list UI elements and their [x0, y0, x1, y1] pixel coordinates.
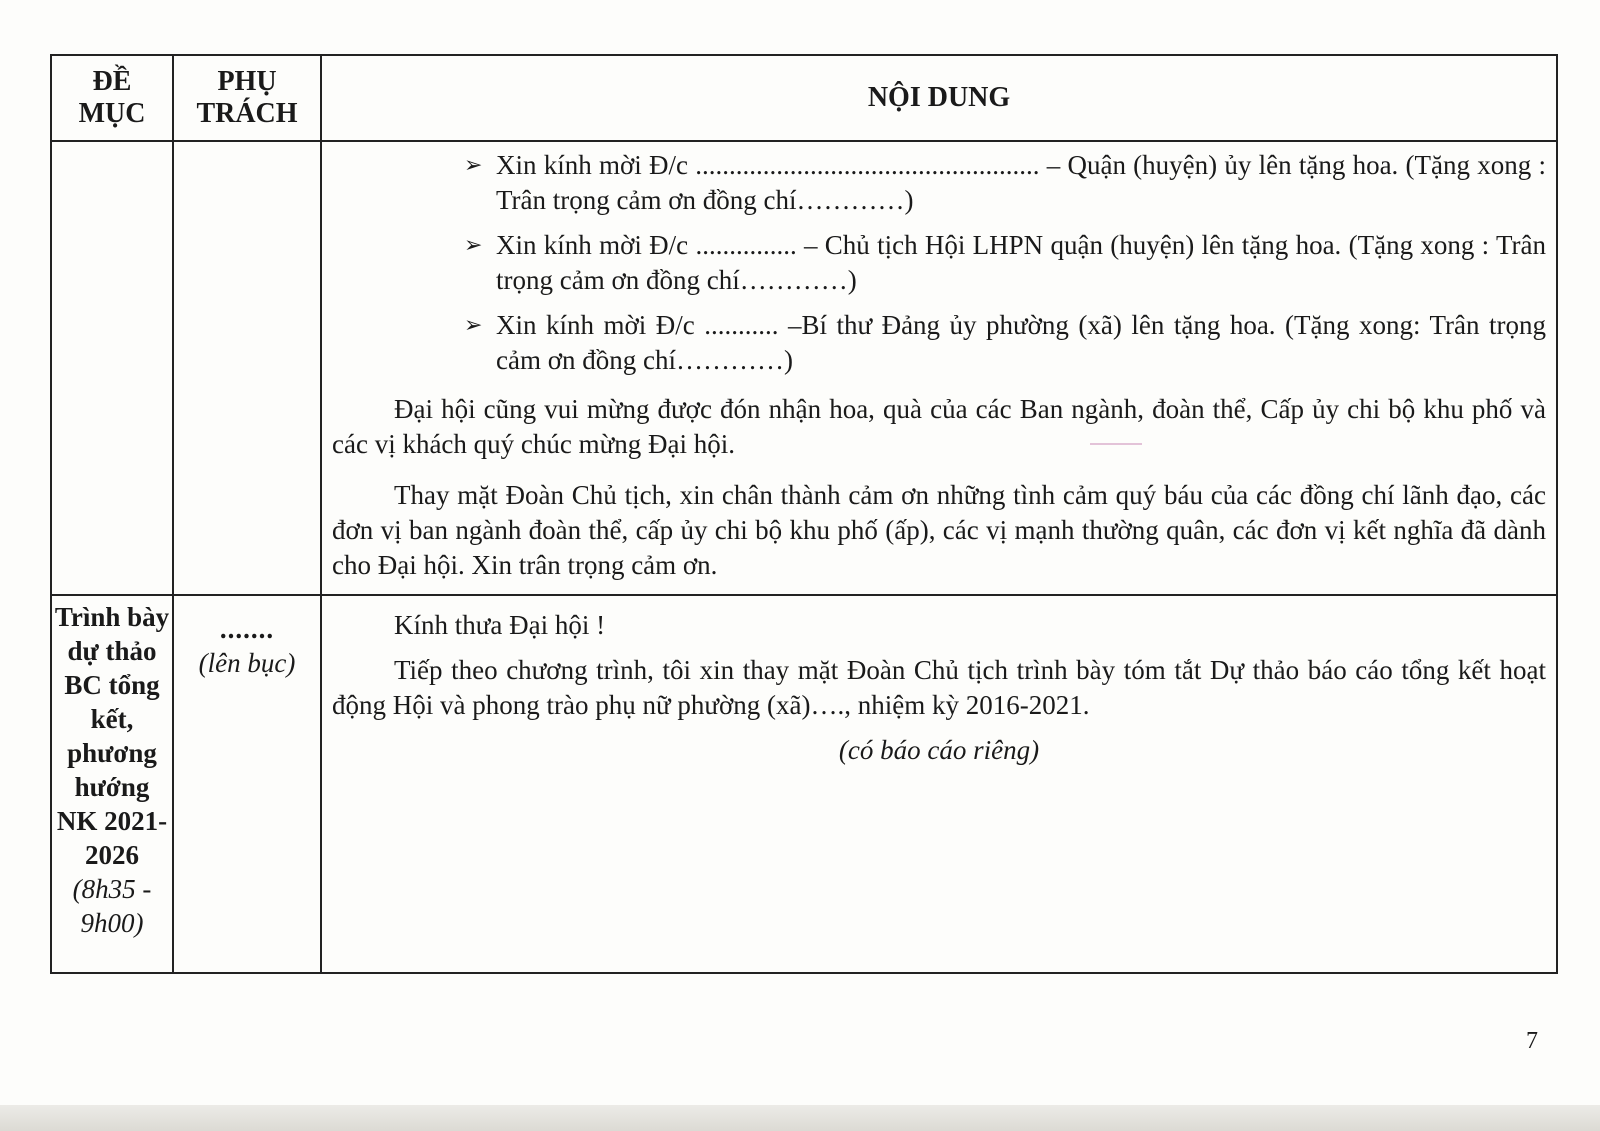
- greeting: Kính thưa Đại hội !: [394, 610, 606, 640]
- header-owner: PHỤ TRÁCH: [173, 55, 321, 141]
- bullet-item: [464, 228, 1546, 298]
- owner-cell: [173, 595, 321, 973]
- owner-cell-empty: [173, 141, 321, 595]
- header-section: ĐỀ MỤC: [51, 55, 173, 141]
- scan-edge: [0, 1105, 1600, 1131]
- owner-note: (lên bục): [198, 648, 296, 678]
- bullet-item: [464, 308, 1546, 378]
- section-cell-empty: [51, 141, 173, 595]
- bullet-item: [464, 148, 1546, 218]
- paragraph: Tiếp theo chương trình, tôi xin thay mặt Đoàn Chủ tịch trình bày tóm tắt Dự thảo báo cáo tổng kết hoạt động Hội và phong trào phụ nữ phường (xã)…., nhiệm kỳ 2016-2021.: [332, 655, 1546, 720]
- page-number: 7: [1526, 1028, 1538, 1054]
- section-cell: [51, 595, 173, 973]
- header-content: NỘI DUNG: [321, 55, 1557, 141]
- table-row: [51, 141, 1557, 595]
- table-row: [51, 595, 1557, 973]
- report-note: (có báo cáo riêng): [838, 735, 1040, 765]
- section-time: (8h35 - 9h00): [72, 874, 152, 938]
- header-row: [51, 55, 1557, 141]
- content-cell: [321, 141, 1557, 595]
- bullet-text: Xin kính mời Đ/c ............... – Chủ tịch Hội LHPN quận (huyện) lên tặng hoa. (Tặng xong : Trân trọng cảm ơn đồng chí…………): [496, 230, 1546, 295]
- bullet-text: Xin kính mời Đ/c ........... –Bí thư Đảng ủy phường (xã) lên tặng hoa. (Tặng xong: Trân trọng cảm ơn đồng chí…………): [496, 310, 1546, 375]
- arrow-bullet-icon: ➢: [464, 313, 483, 338]
- agenda-table: [50, 54, 1558, 974]
- arrow-bullet-icon: ➢: [464, 153, 483, 178]
- paragraph: Đại hội cũng vui mừng được đón nhận hoa, quà của các Ban ngành, đoàn thể, Cấp ủy chi bộ khu phố và các vị khách quý chúc mừng Đại hội.: [332, 394, 1546, 459]
- content-cell: [321, 595, 1557, 973]
- bullet-text: Xin kính mời Đ/c ................................................... – Quận (huyện) ủy lên tặng hoa. (Tặng xong : Trân trọng cảm ơn đồng chí…………): [496, 150, 1546, 215]
- arrow-bullet-icon: ➢: [464, 233, 483, 258]
- section-title: Trình bày dự thảo BC tổng kết, phương hướng NK 2021-2026: [54, 602, 170, 870]
- owner-placeholder: .......: [219, 614, 275, 644]
- faint-mark: [1090, 443, 1142, 445]
- paragraph: Thay mặt Đoàn Chủ tịch, xin chân thành cảm ơn những tình cảm quý báu của các đồng chí lãnh đạo, các đơn vị ban ngành đoàn thể, cấp ủy chi bộ khu phố (ấp), các vị mạnh thường quân, các đơn vị kết nghĩa đã dành cho Đại hội. Xin trân trọng cảm ơn.: [332, 480, 1546, 580]
